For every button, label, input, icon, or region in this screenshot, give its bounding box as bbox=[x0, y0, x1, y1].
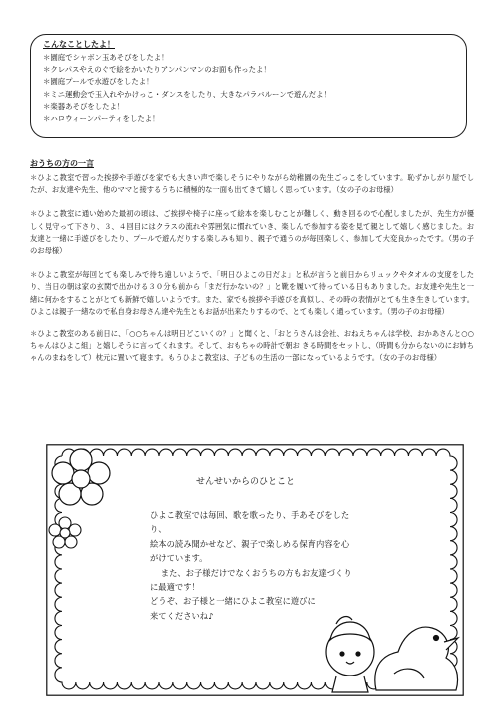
teacher-message-line: また、お子様だけでなくおうちの方もお友達づくりに最適です！ bbox=[150, 567, 352, 593]
teacher-message-line: どうぞ、お子様と一緒にひよこ教室に遊びに bbox=[150, 596, 316, 607]
teacher-message-line: ひよこ教室では毎回、歌を歌ったり、手あそびをしたり、 bbox=[150, 510, 350, 535]
teacher-message-body bbox=[150, 508, 355, 623]
teacher-message-box bbox=[46, 444, 464, 696]
parent-comments-section bbox=[30, 158, 474, 365]
teacher-message-line: 来てくださいね♪ bbox=[150, 610, 214, 621]
activity-item: ＊園庭でシャボン玉あそびをしたよ！ bbox=[43, 53, 169, 62]
small-flower-icon bbox=[48, 516, 82, 550]
teacher-message-title: せんせいからのひとこと bbox=[196, 477, 296, 487]
parent-comment: ＊ひよこ教室に通い始めた最初の頃は、ご挨拶や椅子に座って絵本を楽しむことが難しく、動き回るので心配しましたが、先生方が優しく見守って下さり、３、４回目にはクラスの流れや雰囲気に慣れていき、楽しんで参加する姿を見て親として嬉しく感じました。お友達と一緒に手遊びをしたり、プールで遊んだりする楽しみも知り、親子で通うのが毎回楽しく、参加して大変良かったです。（男の子のお母様） bbox=[30, 209, 474, 256]
parent-comment: ＊ひよこ教室のある前日に、「○○ちゃんは明日どこいくの？」と聞くと、「おとうさんは会社、おねえちゃんは学校、おかあさんと○○ちゃんはひよこ組」と嬉しそうに言ってくれます。そして、おもちゃの時計で朝お きる時間をセットし、（時間も分からないのにお姉ちゃんのまねをして）枕元に置いて寝ます。もうひよこ教室は、子どもの生活の一部になっているようです。（女の子のお母様） bbox=[30, 329, 474, 363]
parent-comment: ＊ひよこ教室で習った挨拶や手遊びを家でも大きい声で楽しそうにやりながら幼稚園の先生ごっこをしています。恥ずかしがり屋でしたが、お友達や先生、他のママと接するうちに積極的な一面も出てきて嬉しく思っています。（女の子のお母様） bbox=[30, 173, 474, 195]
activity-item: ＊楽器あそびをしたよ！ bbox=[43, 101, 125, 111]
activities-title: こんなことしたよ！ bbox=[43, 40, 115, 49]
activity-item: ＊ハロウィーンパーティをしたよ！ bbox=[43, 114, 160, 124]
activities-box bbox=[30, 34, 467, 138]
activities-list bbox=[43, 52, 456, 125]
activity-item: ＊クレパスやえのぐで絵をかいたりアンパンマンのお面も作ったよ！ bbox=[43, 65, 271, 75]
flower-icon bbox=[48, 446, 114, 512]
activity-item: ＊園庭プールで水遊びをしたよ！ bbox=[43, 77, 154, 87]
parent-comments-title: おうちの方の一言 bbox=[30, 159, 94, 168]
teacher-message-line: 絵本の読み聞かせなど、親子で楽しめる保育内容を心がけています。 bbox=[150, 538, 350, 564]
activity-item: ＊ミニ運動会で玉入れやかけっこ・ダンスをしたり、大きなパラバルーンで遊んだよ！ bbox=[43, 89, 331, 99]
parent-comment: ＊ひよこ教室が毎回とても楽しみで待ち遠しいようで、「明日ひよこの日だよ」と私が言うと前日からリュックやタオルの支度をしたり、当日の朝は家の玄関で出かける３０分も前から「まだ行かないの？」と靴を履いて待っている日もありました。お友達や先生と一緒に何かをすることがとても新鮮で嬉しいようです。また、家でも挨拶や手遊びを真似し、その時の表情がとても生き生きしています。ひよこは親子一緒なので私自身お母さん達や先生ともお話が出来たりするので、とても楽しく通っています。（男の子のお母様） bbox=[30, 270, 474, 316]
